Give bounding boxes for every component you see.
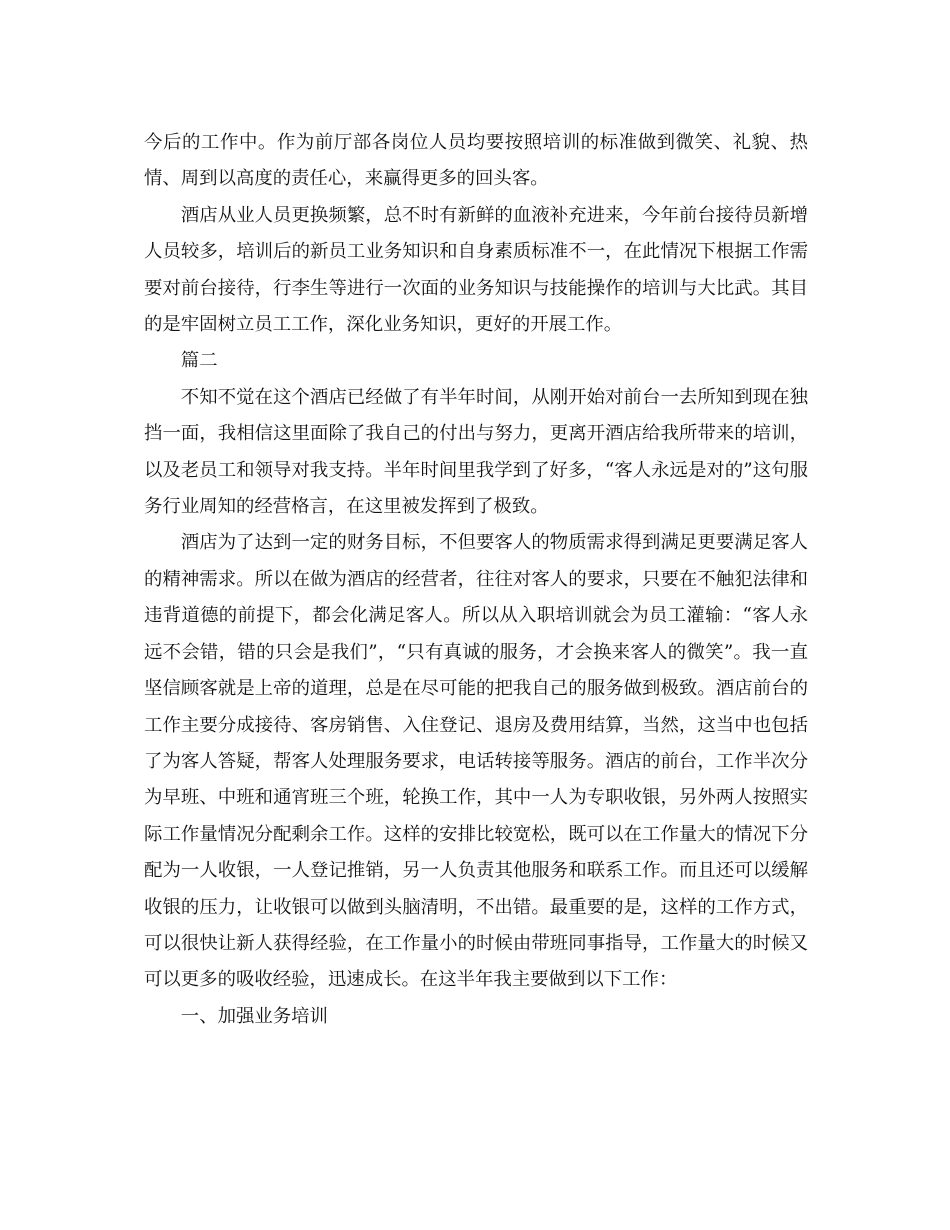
section-heading-business-training: 一、加强业务培训 [180, 1005, 328, 1027]
document-body [144, 125, 808, 1035]
paragraph-continuation: 今后的工作中。作为前厅部各岗位人员均要按照培训的标准做到微笑、礼貌、热情、周到以高度的责任心，来赢得更多的回头客。 [144, 132, 808, 190]
paragraph-half-year-experience: 不知不觉在这个酒店已经做了有半年时间，从刚开始对前台一去所知到现在独挡一面，我相信这里面除了我自己的付出与努力，更离开酒店给我所带来的培训，以及老员工和领导对我支持。半年时间里我学到了好多，“客人永远是对的”这句服务行业周知的经营格言，在这里被发挥到了极致。 [144, 386, 808, 518]
section-heading-part-two: 篇二 [180, 350, 218, 372]
paragraph-staff-training: 酒店从业人员更换频繁，总不时有新鲜的血液补充进来，今年前台接待员新增人员较多，培训后的新员工业务知识和自身素质标准不一，在此情况下根据工作需要对前台接待，行李生等进行一次面的业务知识与技能操作的培训与大比武。其目的是牢固树立员工工作，深化业务知识，更好的开展工作。 [144, 204, 808, 336]
paragraph-front-desk-work: 酒店为了达到一定的财务目标，不但要客人的物质需求得到满足更要满足客人的精神需求。所以在做为酒店的经营者，往往对客人的要求，只要在不触犯法律和违背道德的前提下，都会化满足客人。所以从入职培训就会为员工灌输：“客人永远不会错，错的只会是我们”，“只有真诚的服务，才会换来客人的微笑”。我一直坚信顾客就是上帝的道理，总是在尽可能的把我自己的服务做到极致。酒店前台的工作主要分成接待、客房销售、入住登记、退房及费用结算，当然，这当中也包括了为客人答疑，帮客人处理服务要求，电话转接等服务。酒店的前台，工作半次分为早班、中班和通宵班三个班，轮换工作，其中一人为专职收银，另外两人按照实际工作量情况分配剩余工作。这样的安排比较宽松，既可以在工作量大的情况下分配为一人收银，一人登记推销，另一人负责其他服务和联系工作。而且还可以缓解收银的压力，让收银可以做到头脑清明，不出错。最重要的是，这样的工作方式，可以很快让新人获得经验，在工作量小的时候由带班同事指导，工作量大的时候又可以更多的吸收经验，迅速成长。在这半年我主要做到以下工作： [144, 532, 808, 991]
